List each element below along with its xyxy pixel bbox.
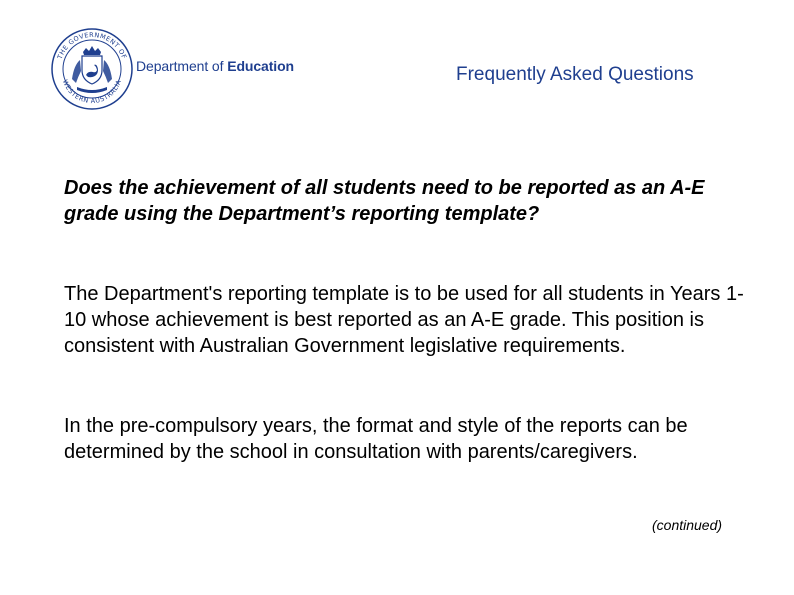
svg-text:THE GOVERNMENT OF: THE GOVERNMENT OF: [55, 30, 129, 61]
department-name-bold: Education: [227, 58, 294, 74]
svg-text:WESTERN AUSTRALIA: WESTERN AUSTRALIA: [60, 78, 124, 106]
answer-paragraph-1: The Department's reporting template is to be used for all students in Years 1-10 whose achievement is best reported as an A-E grade. This position is consistent with Australian Government legislative requirements.: [64, 283, 744, 357]
faq-question: Does the achievement of all students need to be reported as an A-E grade using the Department’s reporting template?: [64, 177, 705, 225]
department-wordmark: [136, 58, 294, 74]
page-title: Frequently Asked Questions: [456, 64, 694, 85]
continued-note: (continued): [652, 517, 723, 533]
department-prefix: Department of: [136, 58, 228, 74]
government-seal-logo: [50, 27, 134, 111]
answer-paragraph-2: In the pre-compulsory years, the format and style of the reports can be determined by the school in consultation with parents/caregivers.: [64, 415, 688, 463]
